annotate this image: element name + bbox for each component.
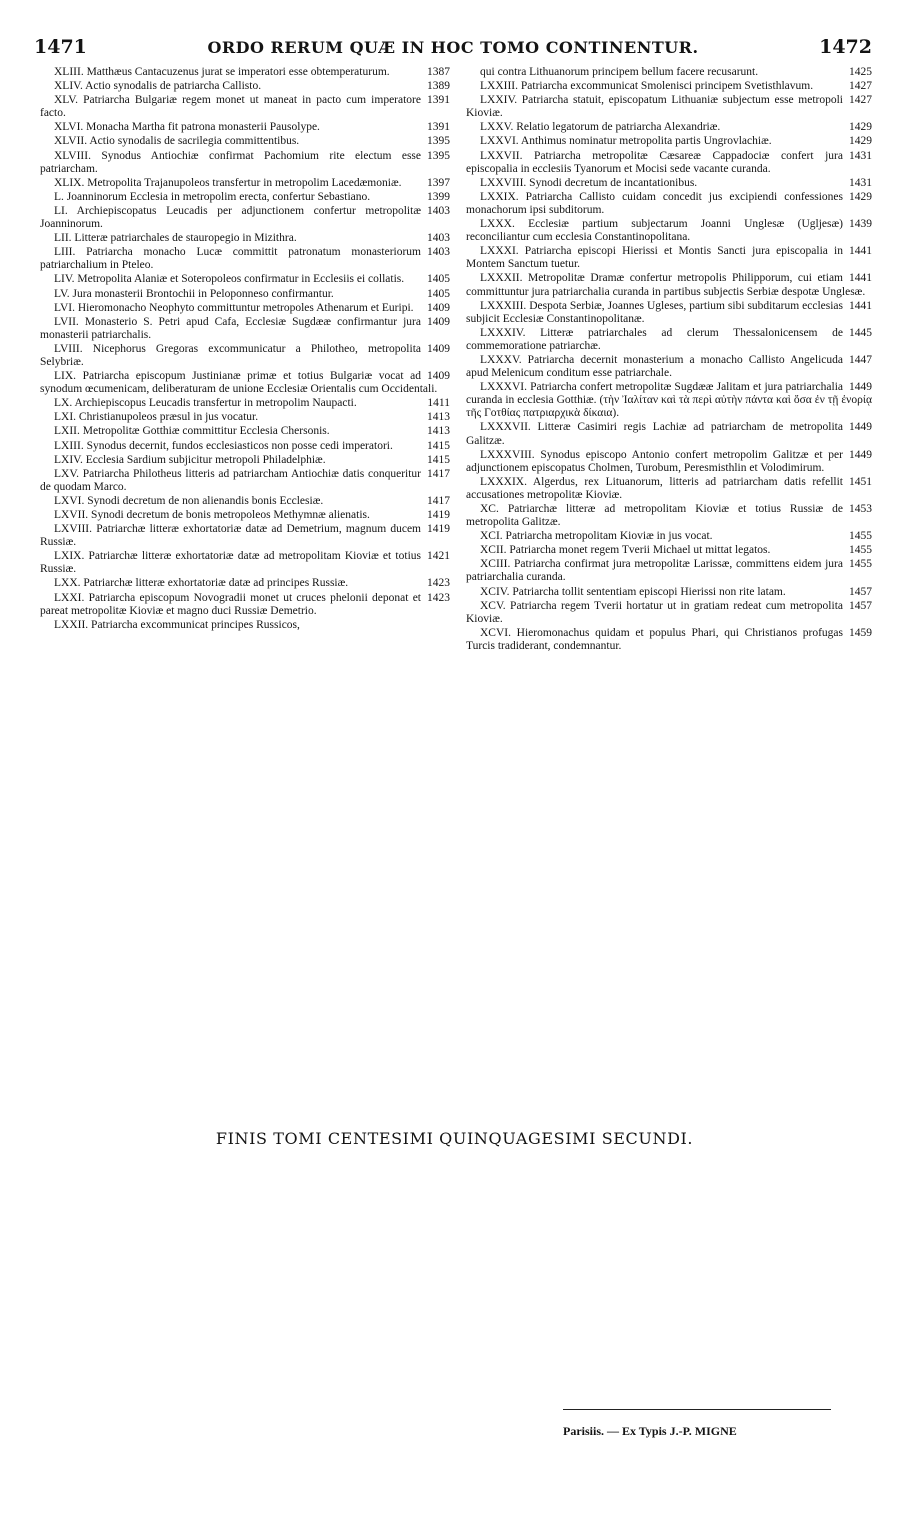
- entry-page: 1403: [427, 246, 450, 259]
- entry-page: 1429: [849, 121, 872, 134]
- entry-page: 1453: [849, 503, 872, 515]
- toc-entry: [40, 205, 450, 231]
- entry-text: LXIX. Patriarchæ litteræ exhortatoriæ datæ ad metropolitam Kioviæ et totius Russiæ.: [40, 550, 421, 576]
- toc-entry: [40, 273, 450, 286]
- entry-text: LXXV. Relatio legatorum de patriarcha Alexandriæ.: [480, 121, 721, 134]
- entry-text: XCIII. Patriarcha confirmat jura metropolitæ Larissæ, committens eidem jura patriarchalia curanda.: [466, 558, 843, 584]
- page-number-left: 1471: [34, 36, 87, 58]
- entry-text: XCIV. Patriarcha tollit sententiam episcopi Hierissi non rite latam.: [480, 585, 786, 598]
- toc-entry: [40, 121, 450, 134]
- toc-entry: [40, 495, 450, 508]
- toc-entry: [40, 316, 450, 342]
- entry-page: 1431: [849, 176, 872, 189]
- toc-entry: [466, 600, 872, 626]
- toc-entry: [466, 476, 872, 502]
- entry-page: 1413: [427, 425, 450, 438]
- entry-text: LXXXV. Patriarcha decernit monasterium a monacho Callisto Angelicuda apud Melenicum conditum esse patriarchale.: [466, 353, 843, 380]
- toc-entry: [40, 468, 450, 494]
- entry-text: XCVI. Hieromonachus quidam et populus Phari, qui Christianos profugas Turcis tradiderant, condemnantur.: [466, 626, 843, 652]
- entry-text: LXXXI. Patriarcha episcopi Hierissi et Montis Sancti jura episcopalia in Montem Sanctum tuetur.: [466, 245, 843, 271]
- toc-entry: [466, 245, 872, 271]
- entry-page: 1455: [849, 558, 872, 571]
- toc-entry: [40, 454, 450, 467]
- entry-text: LII. Litteræ patriarchales de stauropegio in Mizithra.: [54, 232, 297, 245]
- entry-page: 1387: [427, 66, 450, 78]
- entry-text: LI. Archiepiscopatus Leucadis per adjunctionem confertur metropolitæ Joanninorum.: [40, 204, 421, 231]
- toc-entry: [40, 66, 450, 79]
- entry-page: 1427: [849, 94, 872, 107]
- entry-text: LV. Jura monasterii Brontochii in Peloponneso confirmantur.: [54, 287, 334, 300]
- entry-text: LVI. Hieromonacho Neophyto committuntur metropoles Athenarum et Euripi.: [54, 301, 414, 314]
- toc-entry: [466, 449, 872, 475]
- entry-text: XLIV. Actio synodalis de patriarcha Callisto.: [54, 80, 262, 93]
- entry-page: 1405: [427, 287, 450, 300]
- toc-entry: [466, 586, 872, 599]
- entry-page: 1417: [427, 494, 450, 507]
- entry-text: LIX. Patriarcha episcopum Justinianæ primæ et totius Bulgariæ vocat ad synodum œcumenicam, deliberaturam de unione Ecclesiæ Orientalis cum Occidentali.: [40, 370, 438, 396]
- entry-text: LVIII. Nicephorus Gregoras excommunicatur a Philotheo, metropolita Selybriæ.: [40, 342, 421, 368]
- entry-page: 1441: [849, 299, 872, 312]
- page-title: ORDO RERUM QUÆ IN HOC TOMO CONTINENTUR.: [207, 38, 699, 57]
- entry-text: XCI. Patriarcha metropolitam Kioviæ in jus vocat.: [480, 530, 713, 543]
- entry-page: 1409: [427, 301, 450, 314]
- entry-text: LXXXIV. Litteræ patriarchales ad clerum Thessalonicensem de commemoratione patriarchæ.: [466, 326, 843, 352]
- entry-page: 1415: [427, 439, 450, 452]
- toc-entry: [40, 191, 450, 204]
- toc-entry: [40, 370, 450, 396]
- entry-page: 1403: [427, 232, 450, 245]
- entry-page: 1403: [427, 204, 450, 217]
- entry-text: LXX. Patriarchæ litteræ exhortatoriæ datæ ad principes Russiæ.: [54, 577, 349, 590]
- toc-entry: [466, 530, 872, 543]
- entry-page: 1429: [849, 135, 872, 148]
- toc-entry: [466, 135, 872, 148]
- toc-entry: [40, 411, 450, 424]
- entry-page: 1421: [427, 550, 450, 563]
- toc-entry: [40, 509, 450, 522]
- entry-text: LXXVI. Anthimus nominatur metropolita partis Ungrovlachiæ.: [480, 135, 772, 148]
- toc-entry: [40, 150, 450, 176]
- toc-entry: [466, 80, 872, 93]
- entry-text: XLIX. Metropolita Trajanupoleos transfertur in metropolim Lacedæmoniæ.: [54, 176, 402, 189]
- entry-text: LXV. Patriarcha Philotheus litteris ad patriarcham Antiochiæ datis conqueritur de quodam Marco.: [40, 467, 421, 493]
- entry-text: LIII. Patriarcha monacho Lucæ committit patronatum monasteriorum patriarchalium in Pteleo.: [40, 246, 421, 272]
- entry-text: LXIII. Synodus decernit, fundos ecclesiasticos non posse cedi imperatori.: [54, 439, 393, 452]
- entry-page: 1395: [427, 149, 450, 162]
- entry-page: 1441: [849, 272, 872, 285]
- toc-entry: [40, 343, 450, 369]
- entry-page: 1423: [427, 577, 450, 590]
- toc-entry: [40, 425, 450, 438]
- entry-text: LXXXVI. Patriarcha confert metropolitæ Sugdææ Jalitam et jura patriarchalia curanda in ecclesia Gotthiæ. (τὴν Ἰαλίταν καὶ τὰ περὶ αὐτὴν πάντα καὶ ὅσα ἐν τῇ ἐνορίᾳ τῆς Γοτθίας πατριαρχικὰ δίκαια).: [466, 381, 872, 420]
- toc-entry: [466, 544, 872, 557]
- toc-entry: [40, 232, 450, 245]
- left-column: [40, 66, 450, 633]
- entry-page: 1405: [427, 273, 450, 286]
- entry-page: 1439: [849, 218, 872, 231]
- entry-page: 1449: [849, 448, 872, 461]
- toc-entry: [40, 440, 450, 453]
- entry-page: 1429: [849, 190, 872, 203]
- entry-page: 1459: [849, 626, 872, 639]
- toc-entry: [40, 302, 450, 315]
- entry-text: LXII. Metropolitæ Gotthiæ committitur Ecclesia Chersonis.: [54, 425, 330, 438]
- entry-page: 1457: [849, 599, 872, 612]
- entry-page: 1449: [849, 381, 872, 394]
- entry-text: LXXIX. Patriarcha Callisto cuidam concedit jus excipiendi confessiones monachorum ipsi subditorum.: [466, 190, 843, 216]
- entry-page: 1447: [849, 353, 872, 366]
- entry-page: 1397: [427, 176, 450, 189]
- entry-text: LXXX. Ecclesiæ partium subjectarum Joanni Unglesæ (Ugljesæ) reconciliantur cum ecclesia Constantinopolitana.: [466, 218, 843, 244]
- imprint-rule: [563, 1409, 831, 1410]
- entry-page: 1457: [849, 585, 872, 598]
- entry-text: LIV. Metropolita Alaniæ et Soteropoleos confirmatur in Ecclesiis ei collatis.: [54, 273, 405, 286]
- entry-text: LXVIII. Patriarchæ litteræ exhortatoriæ datæ ad Demetrium, magnum ducem Russiæ.: [40, 523, 421, 549]
- entry-page: 1399: [427, 190, 450, 203]
- entry-page: 1419: [427, 523, 450, 536]
- entry-page: 1451: [849, 475, 872, 488]
- entry-text: qui contra Lithuanorum principem bellum facere recusarunt.: [480, 66, 759, 78]
- right-column: [466, 66, 872, 654]
- toc-entry: [40, 619, 450, 632]
- toc-entry: [466, 627, 872, 653]
- toc-entry: [466, 503, 872, 529]
- toc-entry: [466, 558, 872, 584]
- entry-page: 1455: [849, 544, 872, 557]
- toc-entry: [40, 94, 450, 120]
- entry-page: 1391: [427, 121, 450, 134]
- entry-text: LXXIII. Patriarcha excommunicat Smolenisci principem Svetisthlavum.: [480, 80, 814, 93]
- entry-text: XLIII. Matthæus Cantacuzenus jurat se imperatori esse obtemperaturum.: [54, 66, 390, 78]
- entry-text: XLVIII. Synodus Antiochiæ confirmat Pachomium rite electum esse patriarcham.: [40, 149, 421, 175]
- toc-entry: [466, 327, 872, 353]
- entry-text: LXI. Christianupoleos præsul in jus vocatur.: [54, 411, 259, 424]
- toc-entry: [466, 300, 872, 326]
- entry-page: 1449: [849, 421, 872, 434]
- entry-text: LXXXVIII. Synodus episcopo Antonio confert metropolim Galitzæ et per adjunctionem episcopatus Cholmen, Turobum, Peresmisthlin et Volodimirum.: [466, 448, 843, 474]
- toc-entry: [466, 191, 872, 217]
- toc-entry: [40, 397, 450, 410]
- entry-page: 1431: [849, 149, 872, 162]
- entry-page: 1423: [427, 591, 450, 604]
- entry-text: LXXI. Patriarcha episcopum Novogradii monet ut cruces phelonii deponat et pareat metropolitæ Kioviæ et magno duci Russiæ Demetrio.: [40, 591, 421, 617]
- toc-entry: [40, 246, 450, 272]
- entry-text: LXXVIII. Synodi decretum de incantationibus.: [480, 176, 698, 189]
- toc-entry: [40, 592, 450, 618]
- toc-entry: [40, 177, 450, 190]
- toc-entry: [466, 381, 872, 420]
- entry-text: LXXII. Patriarcha excommunicat principes Russicos,: [54, 618, 300, 631]
- entry-text: XC. Patriarchæ litteræ ad metropolitam Kioviæ et totius Russiæ de metropolita Galitzæ.: [466, 503, 843, 529]
- toc-entry: [40, 288, 450, 301]
- entry-page: 1395: [427, 135, 450, 148]
- entry-text: LXXXIII. Despota Serbiæ, Joannes Ugleses, partium sibi subditarum ecclesias subjicit Ecclesiæ Constantinopolitanæ.: [466, 299, 843, 325]
- finis-line: FINIS TOMI CENTESIMI QUINQUAGESIMI SECUNDI.: [215, 1129, 694, 1148]
- entry-page: 1417: [427, 467, 450, 480]
- entry-text: LXIV. Ecclesia Sardium subjicitur metropoli Philadelphiæ.: [54, 453, 326, 466]
- page-number-right: 1472: [819, 36, 872, 58]
- entry-page: 1427: [849, 80, 872, 93]
- entry-text: XLV. Patriarcha Bulgariæ regem monet ut maneat in pacto cum imperatore facto.: [40, 94, 421, 120]
- entry-text: XCV. Patriarcha regem Tverii hortatur ut in gratiam redeat cum metropolita Kioviæ.: [466, 599, 843, 625]
- entry-page: 1441: [849, 245, 872, 258]
- toc-entry: [466, 218, 872, 244]
- entry-page: 1445: [849, 326, 872, 339]
- entry-text: LVII. Monasterio S. Petri apud Cafa, Ecclesiæ Sugdææ confirmantur jura monasterii patriarchalis.: [40, 315, 421, 341]
- entry-text: LXXXII. Metropolitæ Dramæ confertur metropolis Philipporum, cui etiam committuntur jura patriarchalia curanda in partibus subjectis Serbiæ despotæ Unglesæ.: [466, 272, 866, 298]
- toc-entry: [466, 354, 872, 380]
- entry-page: 1389: [427, 80, 450, 93]
- entry-text: LXXXIX. Algerdus, rex Lituanorum, litteris ad patriarcham datis refellit accusationes metropolitæ Kioviæ.: [466, 475, 843, 501]
- toc-entry: [40, 577, 450, 590]
- toc-entry: [466, 121, 872, 134]
- toc-entry: [40, 80, 450, 93]
- toc-entry: [466, 272, 872, 298]
- toc-entry: [466, 150, 872, 176]
- toc-entry: [466, 177, 872, 190]
- entry-page: 1391: [427, 94, 450, 107]
- entry-text: LXXVII. Patriarcha metropolitæ Cæsareæ Cappadociæ confert jura episcopalia in ecclesiis Tyanorum et Mocisi sede vacante curanda.: [466, 149, 843, 175]
- entry-page: 1413: [427, 411, 450, 424]
- entry-text: LXXXVII. Litteræ Casimiri regis Lachiæ ad patriarcham de metropolita Galitzæ.: [466, 421, 843, 447]
- entry-page: 1415: [427, 453, 450, 466]
- entry-text: LXXIV. Patriarcha statuit, episcopatum Lithuaniæ subjectum esse metropoli Kioviæ.: [466, 94, 843, 120]
- entry-page: 1409: [427, 370, 450, 383]
- entry-page: 1455: [849, 530, 872, 543]
- toc-entry: [40, 135, 450, 148]
- toc-entry: [466, 94, 872, 120]
- entry-text: XLVII. Actio synodalis de sacrilegia committentibus.: [54, 135, 300, 148]
- entry-text: LX. Archiepiscopus Leucadis transfertur in metropolim Naupacti.: [54, 397, 357, 410]
- entry-text: LXVII. Synodi decretum de bonis metropoleos Methymnæ alienatis.: [54, 509, 370, 521]
- entry-page: 1409: [427, 315, 450, 328]
- entry-page: 1411: [427, 397, 450, 410]
- toc-entry: [40, 523, 450, 549]
- toc-entry: [40, 550, 450, 576]
- entry-text: XLVI. Monacha Martha fit patrona monasterii Pausolype.: [54, 121, 320, 134]
- entry-page: 1419: [427, 509, 450, 521]
- entry-text: LXVI. Synodi decretum de non alienandis bonis Ecclesiæ.: [54, 494, 324, 507]
- entry-text: XCII. Patriarcha monet regem Tverii Michael ut mittat legatos.: [480, 544, 771, 557]
- toc-entry: [466, 66, 872, 79]
- toc-entry: [466, 421, 872, 447]
- entry-page: 1425: [849, 66, 872, 78]
- page-header: [34, 36, 872, 60]
- imprint: Parisiis. — Ex Typis J.-P. MIGNE: [563, 1424, 737, 1438]
- entry-text: L. Joanninorum Ecclesia in metropolim erecta, confertur Sebastiano.: [54, 190, 371, 203]
- entry-page: 1409: [427, 342, 450, 355]
